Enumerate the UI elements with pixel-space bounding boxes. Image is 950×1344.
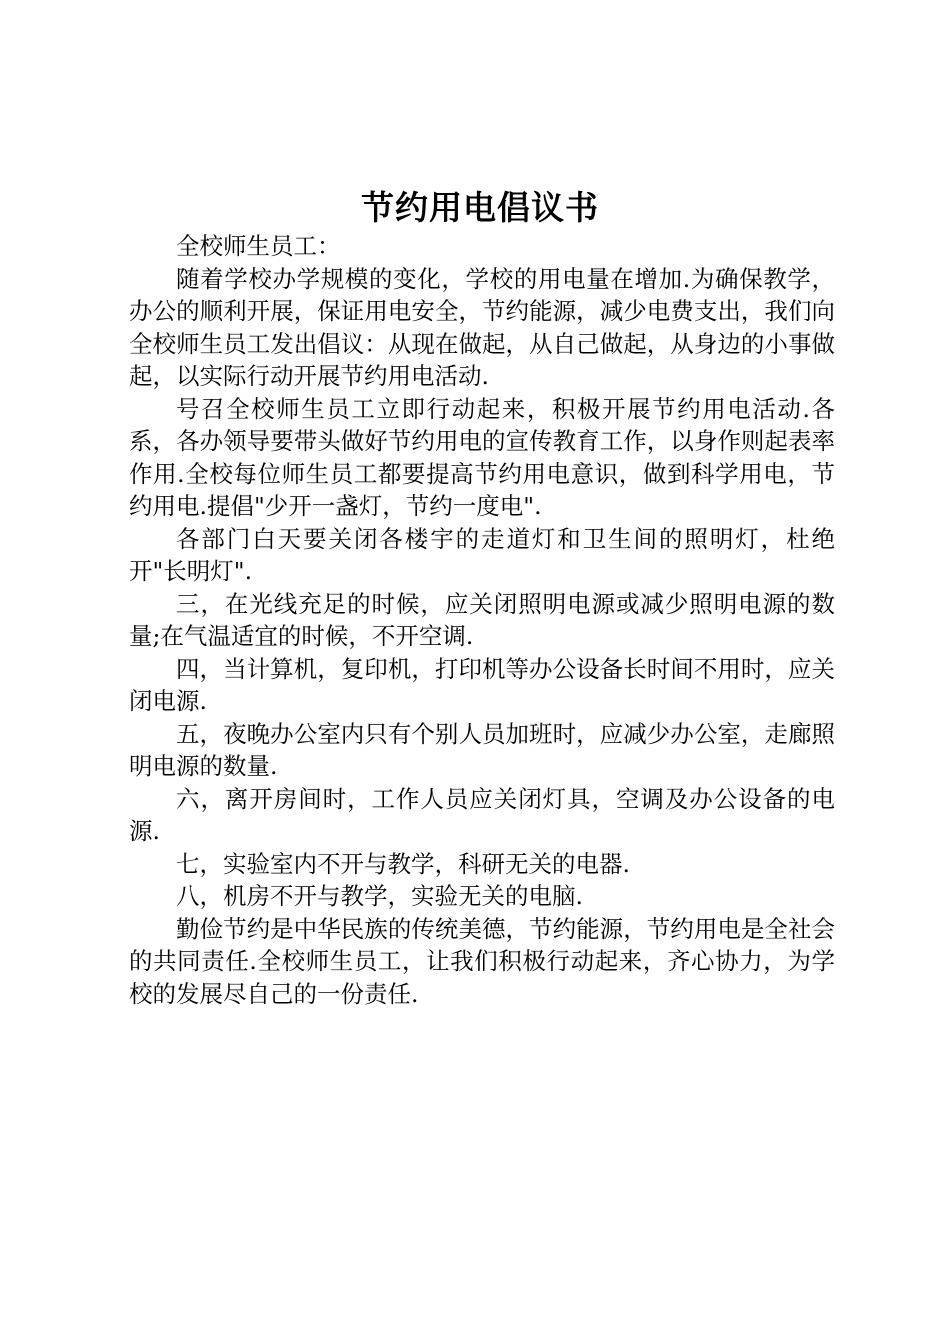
- paragraph-closing: 勤俭节约是中华民族的传统美德，节约能源，节约用电是全社会的共同责任.全校师生员工，让我们积极行动起来，齐心协力，为学校的发展尽自己的一份责任.: [129, 914, 835, 1008]
- paragraph-call-to-action: 号召全校师生员工立即行动起来，积极开展节约用电活动.各系，各办领导要带头做好节约用电的宣传教育工作，以身作则起表率作用.全校每位师生员工都要提高节约用电意识，做到科学用电，节约用电.提倡"少开一盏灯，节约一度电".: [129, 394, 835, 520]
- paragraph-item-eight: 八，机房不开与教学，实验无关的电脑.: [176, 882, 583, 910]
- salutation: 全校师生员工：: [176, 232, 341, 260]
- document-body: [129, 230, 835, 1010]
- paragraph-item-six: 六，离开房间时，工作人员应关闭灯具，空调及办公设备的电源.: [129, 784, 835, 845]
- paragraph-item-four: 四，当计算机，复印机，打印机等办公设备长时间不用时，应关闭电源.: [129, 654, 835, 715]
- document-title: 节约用电倡议书: [361, 188, 599, 227]
- paragraph-item-seven: 七，实验室内不开与教学，科研无关的电器.: [176, 849, 630, 878]
- paragraph-hallway-lights: 各部门白天要关闭各楼宇的走道灯和卫生间的照明灯，杜绝开"长明灯".: [129, 524, 835, 585]
- paragraph-item-five: 五，夜晚办公室内只有个别人员加班时，应减少办公室，走廊照明电源的数量.: [129, 719, 835, 780]
- paragraph-item-three: 三，在光线充足的时候，应关闭照明电源或减少照明电源的数量;在气温适宜的时候，不开空调.: [129, 589, 835, 650]
- paragraph-intro: 随着学校办学规模的变化，学校的用电量在增加.为确保教学，办公的顺利开展，保证用电安全，节约能源，减少电费支出，我们向全校师生员工发出倡议：从现在做起，从自己做起，从身边的小事做起，以实际行动开展节约用电活动.: [129, 264, 835, 390]
